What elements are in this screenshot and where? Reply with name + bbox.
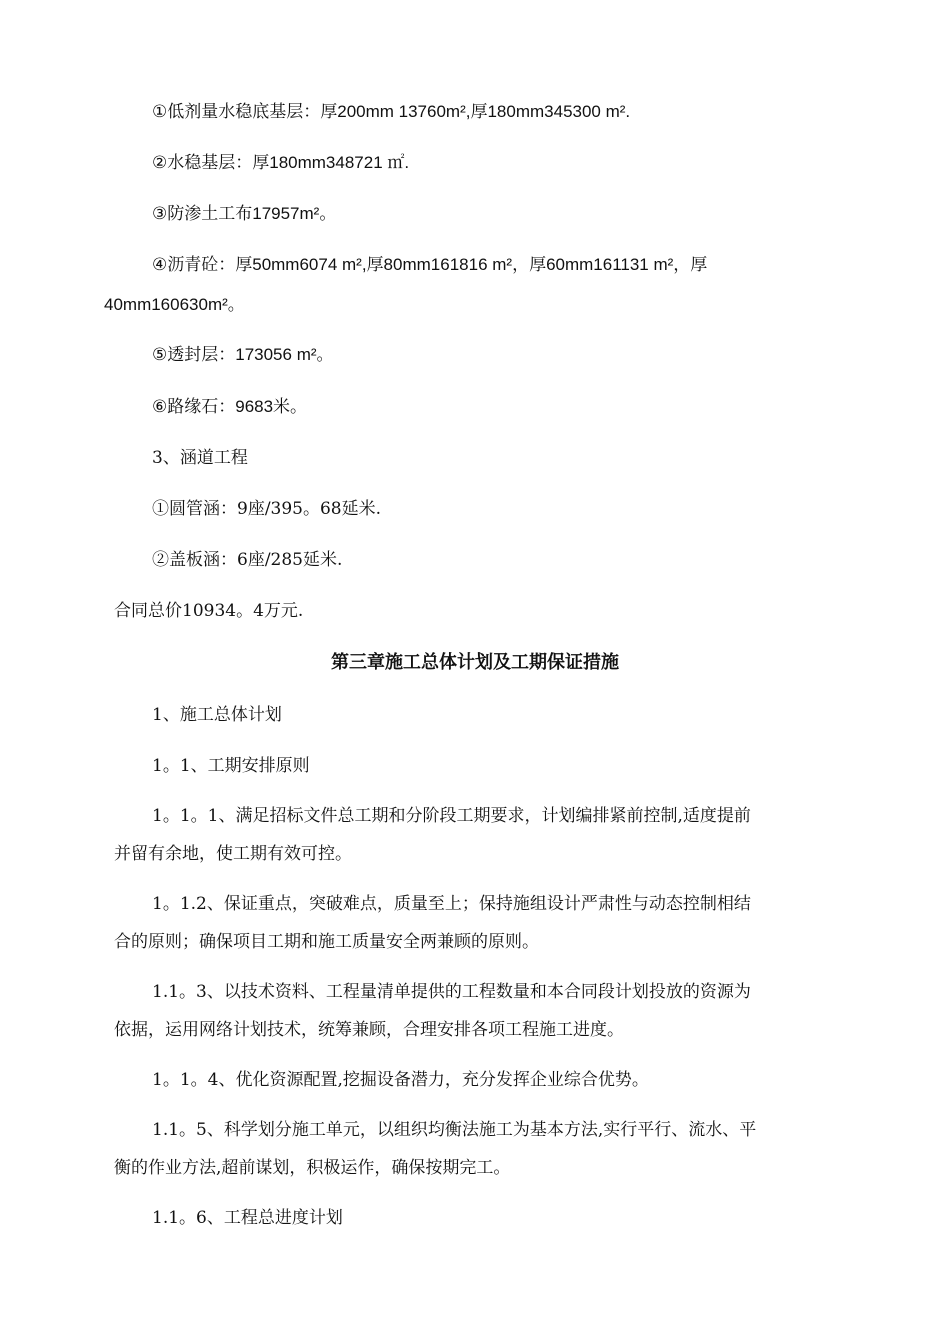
paragraph-1-1-5-line1: 1.1。5、科学划分施工单元，以组织均衡法施工为基本方法,实行平行、流水、平	[152, 1120, 757, 1140]
paragraph-geotextile: ③防渗土工布17957m²。	[152, 204, 337, 223]
paragraph-1-1-1-line1: 1。1。1、满足招标文件总工期和分阶段工期要求，计划编排紧前控制,适度提前	[152, 806, 751, 826]
paragraph-asphalt-line1: ④沥青砼：厚50mm6074 m²,厚80mm161816 m²，厚60mm161131 m²，厚	[152, 255, 708, 274]
paragraph-1-1-3-line2: 依据，运用网络计划技术，统筹兼顾，合理安排各项工程施工进度。	[114, 1020, 624, 1040]
paragraph-1-1-3-line1: 1.1。3、以技术资料、工程量清单提供的工程数量和本合同段计划投放的资源为	[152, 982, 751, 1002]
paragraph-curbstone: ⑥路缘石：9683米。	[152, 397, 308, 416]
paragraph-contract-total: 合同总价10934。4万元.	[114, 601, 304, 621]
paragraph-1-1-6: 1.1。6、工程总进度计划	[152, 1208, 343, 1228]
paragraph-low-cement-subbase: ①低剂量水稳底基层：厚200mm 13760m²,厚180mm345300 m².	[152, 102, 631, 121]
paragraph-1-1-2-line1: 1。1.2、保证重点，突破难点，质量至上；保持施组设计严肃性与动态控制相结	[152, 894, 751, 914]
paragraph-1-1-1-line2: 并留有余地，使工期有效可控。	[114, 844, 352, 864]
paragraph-1-1-5-line2: 衡的作业方法,超前谋划，积极运作，确保按期完工。	[114, 1158, 511, 1178]
section-schedule-principles: 1。1、工期安排原则	[152, 756, 310, 776]
paragraph-1-1-4: 1。1。4、优化资源配置,挖掘设备潜力，充分发挥企业综合优势。	[152, 1070, 649, 1090]
chapter-title: 第三章施工总体计划及工期保证措施	[331, 652, 619, 673]
paragraph-slab-culvert: ②盖板涵：6座/285延米.	[152, 550, 343, 570]
paragraph-1-1-2-line2: 合的原则；确保项目工期和施工质量安全两兼顾的原则。	[114, 932, 539, 952]
paragraph-culvert-title: 3、涵道工程	[152, 448, 248, 468]
paragraph-cement-base: ②水稳基层：厚180mm348721 ㎡.	[152, 153, 410, 172]
section-overall-plan: 1、施工总体计划	[152, 705, 282, 725]
paragraph-pipe-culvert: ①圆管涵：9座/395。68延米.	[152, 499, 382, 519]
paragraph-asphalt-line2: 40mm160630m²。	[104, 295, 245, 314]
paragraph-prime-coat: ⑤透封层：173056 m²。	[152, 345, 334, 364]
